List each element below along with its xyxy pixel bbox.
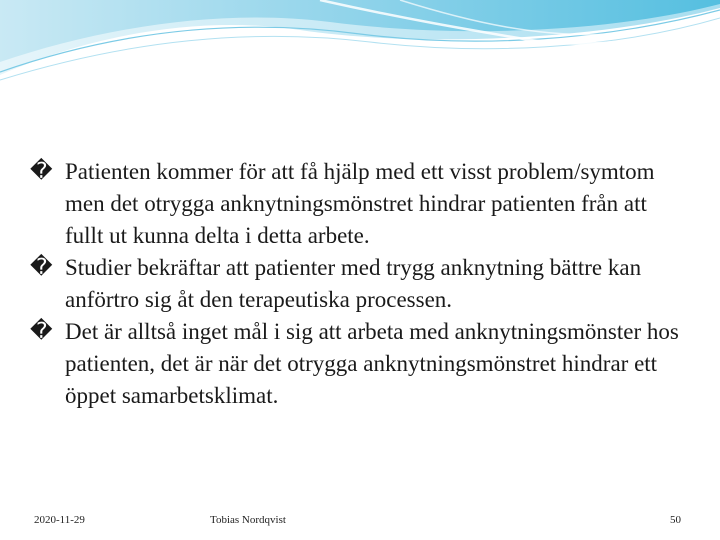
bullet-text: Studier bekräftar att patienter med trygg anknytning bättre kan anförtro sig åt den terapeutiska processen. xyxy=(65,255,642,312)
slide-body xyxy=(30,156,680,412)
page-number: 50 xyxy=(670,514,681,526)
footer-author: Tobias Nordqvist xyxy=(210,514,286,526)
bullet-marker-icon: � xyxy=(30,255,53,280)
footer-date: 2020-11-29 xyxy=(34,514,85,526)
header-wave-decoration xyxy=(0,0,720,95)
bullet-marker-icon: � xyxy=(30,159,53,184)
bullet-item xyxy=(30,156,680,252)
bullet-text: Det är alltså inget mål i sig att arbeta med anknytningsmönster hos patienten, det är när det otrygga anknytningsmönstret hindrar ett öppet samarbetsklimat. xyxy=(65,319,679,408)
bullet-item xyxy=(30,252,680,316)
bullet-item xyxy=(30,316,680,412)
bullet-marker-icon: � xyxy=(30,319,53,344)
bullet-text: Patienten kommer för att få hjälp med ett visst problem/symtom men det otrygga anknytningsmönstret hindrar patienten från att fullt ut kunna delta i detta arbete. xyxy=(65,159,655,248)
